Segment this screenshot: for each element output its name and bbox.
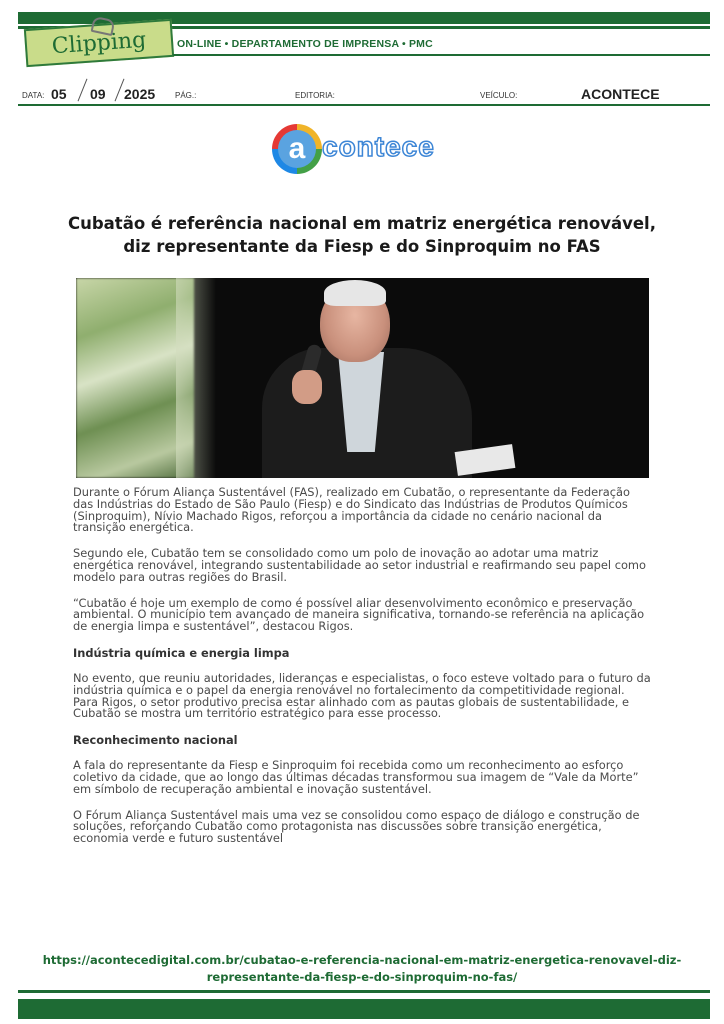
photo-glow (176, 278, 216, 478)
date-separator (115, 79, 125, 102)
logo-letter: a (278, 130, 316, 168)
acontece-logo (272, 124, 454, 174)
source-url-line-1[interactable]: https://acontecedigital.com.br/cubatao-e-referencia-nacional-em-matriz-energetica-renovavel-diz- (42, 953, 682, 967)
article-paragraph: O Fórum Aliança Sustentável mais uma vez se consolidou como espaço de diálogo e construção de soluções, reforçando Cubatão como protagonista nas discussões sobre transição energética, economia verde e futuro sustentável (73, 807, 640, 846)
date-day: 05 (51, 86, 67, 102)
department-rule (173, 54, 710, 56)
editoria-label: EDITORIA: (295, 91, 335, 100)
article-paragraph: A fala do representante da Fiesp e Sinproquim foi recebida como um reconhecimento ao esforço coletivo da cidade, que ao longo das últimas décadas transformou sua imagem de “Vale da Morte” em símbolo de recuperação ambiental e inovação sustentável. (73, 758, 639, 796)
page-label: PÁG.: (175, 91, 197, 100)
source-url-line-2[interactable]: representante-da-fiesp-e-do-sinproquim-no-fas/ (206, 970, 518, 984)
clipping-meta-row (18, 84, 710, 104)
photo-speaker-hand (292, 370, 322, 404)
article-paragraph: No evento, que reuniu autoridades, lideranças e especialistas, o foco esteve voltado para o futuro da indústria química e o papel da energia renovável no fortalecimento da competitividade regional. Para Rigos, o setor produtivo precisa estar alinhado com as pautas globais de sustentabilidade, e Cubatão se mostra um território estratégico para esse processo. (73, 670, 651, 721)
date-year: 2025 (124, 86, 156, 102)
article-subheading: Indústria química e energia limpa (73, 645, 290, 660)
headline-line-2: diz representante da Fiesp e do Sinproquim no FAS (123, 237, 601, 256)
logo-wordmark: contece (322, 131, 435, 162)
photo-speaker-hair (324, 280, 386, 306)
article-paragraph: Durante o Fórum Aliança Sustentável (FAS), realizado em Cubatão, o representante da Federação das Indústrias do Estado de São Paulo (Fiesp) e do Sindicato das Indústrias de Produtos Químicos (Sinproquim), Nívio Machado Rigos, reforçou a importância da cidade no cenário nacional da transição energética. (73, 485, 630, 535)
footer-bar (18, 999, 710, 1019)
article-photo (76, 278, 649, 478)
source-url[interactable] (40, 952, 684, 986)
footer-rule (18, 990, 710, 993)
date-month: 09 (90, 86, 106, 102)
clipping-stamp-label: Clipping (51, 27, 147, 59)
headline-line-1: Cubatão é referência nacional em matriz energética renovável, (68, 214, 656, 233)
date-label: DATA: (22, 91, 45, 100)
article-subheading: Reconhecimento nacional (73, 733, 238, 748)
department-title: ON-LINE • DEPARTAMENTO DE IMPRENSA • PMC (177, 38, 433, 50)
veiculo-value: ACONTECE (581, 86, 660, 102)
article-headline (40, 212, 684, 258)
date-separator (78, 79, 88, 102)
article-body (73, 487, 653, 859)
article-paragraph: “Cubatão é hoje um exemplo de como é possível aliar desenvolvimento econômico e preservação ambiental. O município tem avançado de maneira significativa, tornando-se referência na aplicação de energia limpa e sustentável”, destacou Rigos. (73, 595, 645, 634)
meta-rule (18, 104, 710, 106)
article-paragraph: Segundo ele, Cubatão tem se consolidado como um polo de inovação ao adotar uma matriz energética renovável, integrando sustentabilidade ao setor industrial e reafirmando seu papel como modelo para outras regiões do Brasil. (73, 546, 647, 584)
veiculo-label: VEÍCULO: (480, 91, 518, 100)
